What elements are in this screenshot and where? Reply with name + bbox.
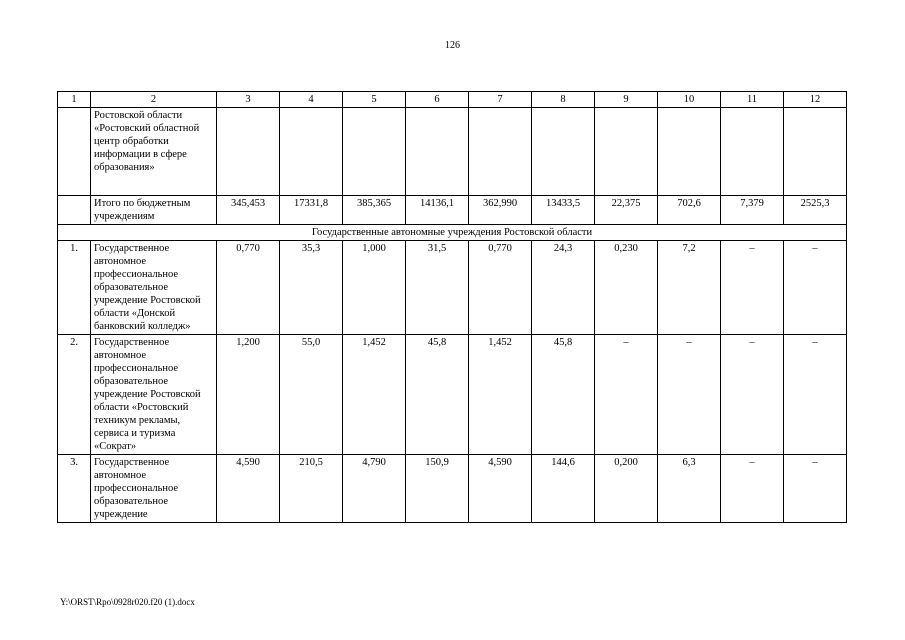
value-cell	[784, 108, 847, 196]
value-cell: 31,5	[406, 241, 469, 335]
header-cell: 9	[595, 92, 658, 108]
header-cell: 6	[406, 92, 469, 108]
value-cell: 362,990	[469, 196, 532, 225]
value-cell	[343, 108, 406, 196]
data-table	[57, 91, 847, 523]
value-cell: –	[595, 335, 658, 455]
header-cell: 8	[532, 92, 595, 108]
value-cell: 2525,3	[784, 196, 847, 225]
value-cell	[595, 108, 658, 196]
row-number-cell: 3.	[58, 455, 91, 523]
institution-name: Государственное автономное профессиональное образовательное учреждение Ростовской области «Донской банковский колледж»	[91, 241, 217, 335]
value-cell: 0,770	[469, 241, 532, 335]
value-cell: –	[784, 455, 847, 523]
value-cell: 24,3	[532, 241, 595, 335]
row-number-cell	[58, 108, 91, 196]
section-row	[58, 225, 847, 241]
value-cell: 1,452	[343, 335, 406, 455]
value-cell: 1,452	[469, 335, 532, 455]
section-title: Государственные автономные учреждения Ростовской области	[58, 225, 847, 241]
value-cell: 13433,5	[532, 196, 595, 225]
institution-name: Государственное автономное профессиональное образовательное учреждение	[91, 455, 217, 523]
row-number-cell: 2.	[58, 335, 91, 455]
value-cell: 14136,1	[406, 196, 469, 225]
value-cell: 345,453	[217, 196, 280, 225]
value-cell	[469, 108, 532, 196]
value-cell: 35,3	[280, 241, 343, 335]
value-cell	[217, 108, 280, 196]
value-cell: 4,590	[469, 455, 532, 523]
total-label: Итого по бюджетным учреждениям	[91, 196, 217, 225]
value-cell: –	[721, 455, 784, 523]
value-cell	[721, 108, 784, 196]
value-cell: 1,000	[343, 241, 406, 335]
header-cell: 10	[658, 92, 721, 108]
value-cell: 45,8	[406, 335, 469, 455]
value-cell	[280, 108, 343, 196]
value-cell: 0,200	[595, 455, 658, 523]
value-cell: 17331,8	[280, 196, 343, 225]
header-cell: 7	[469, 92, 532, 108]
value-cell: 0,770	[217, 241, 280, 335]
value-cell	[406, 108, 469, 196]
value-cell: 702,6	[658, 196, 721, 225]
table-row	[58, 335, 847, 455]
header-cell: 12	[784, 92, 847, 108]
value-cell	[658, 108, 721, 196]
value-cell: 45,8	[532, 335, 595, 455]
value-cell: –	[784, 335, 847, 455]
value-cell: 0,230	[595, 241, 658, 335]
value-cell: –	[784, 241, 847, 335]
header-cell: 5	[343, 92, 406, 108]
table-row-continuation	[58, 108, 847, 196]
value-cell: –	[658, 335, 721, 455]
header-cell: 1	[58, 92, 91, 108]
value-cell: –	[721, 241, 784, 335]
header-cell: 11	[721, 92, 784, 108]
header-cell: 4	[280, 92, 343, 108]
header-cell: 3	[217, 92, 280, 108]
value-cell: –	[721, 335, 784, 455]
value-cell: 7,2	[658, 241, 721, 335]
table-row	[58, 455, 847, 523]
value-cell: 4,790	[343, 455, 406, 523]
institution-name: Ростовской области «Ростовский областной центр обработки информации в сфере образования»	[91, 108, 217, 196]
value-cell: 4,590	[217, 455, 280, 523]
row-number-cell: 1.	[58, 241, 91, 335]
value-cell: 6,3	[658, 455, 721, 523]
value-cell: 55,0	[280, 335, 343, 455]
value-cell: 22,375	[595, 196, 658, 225]
table-row-total	[58, 196, 847, 225]
value-cell: 7,379	[721, 196, 784, 225]
value-cell: 144,6	[532, 455, 595, 523]
value-cell	[532, 108, 595, 196]
value-cell: 150,9	[406, 455, 469, 523]
page-number: 126	[445, 40, 460, 51]
value-cell: 210,5	[280, 455, 343, 523]
value-cell: 1,200	[217, 335, 280, 455]
header-row	[58, 92, 847, 108]
table-row	[58, 241, 847, 335]
footer-file-path: Y:\ORST\Rpo\0928r020.f20 (1).docx	[60, 597, 195, 607]
row-number-cell	[58, 196, 91, 225]
institution-name: Государственное автономное профессиональное образовательное учреждение Ростовской области «Ростовский техникум рекламы, сервиса и туризма «Сократ»	[91, 335, 217, 455]
header-cell: 2	[91, 92, 217, 108]
value-cell: 385,365	[343, 196, 406, 225]
